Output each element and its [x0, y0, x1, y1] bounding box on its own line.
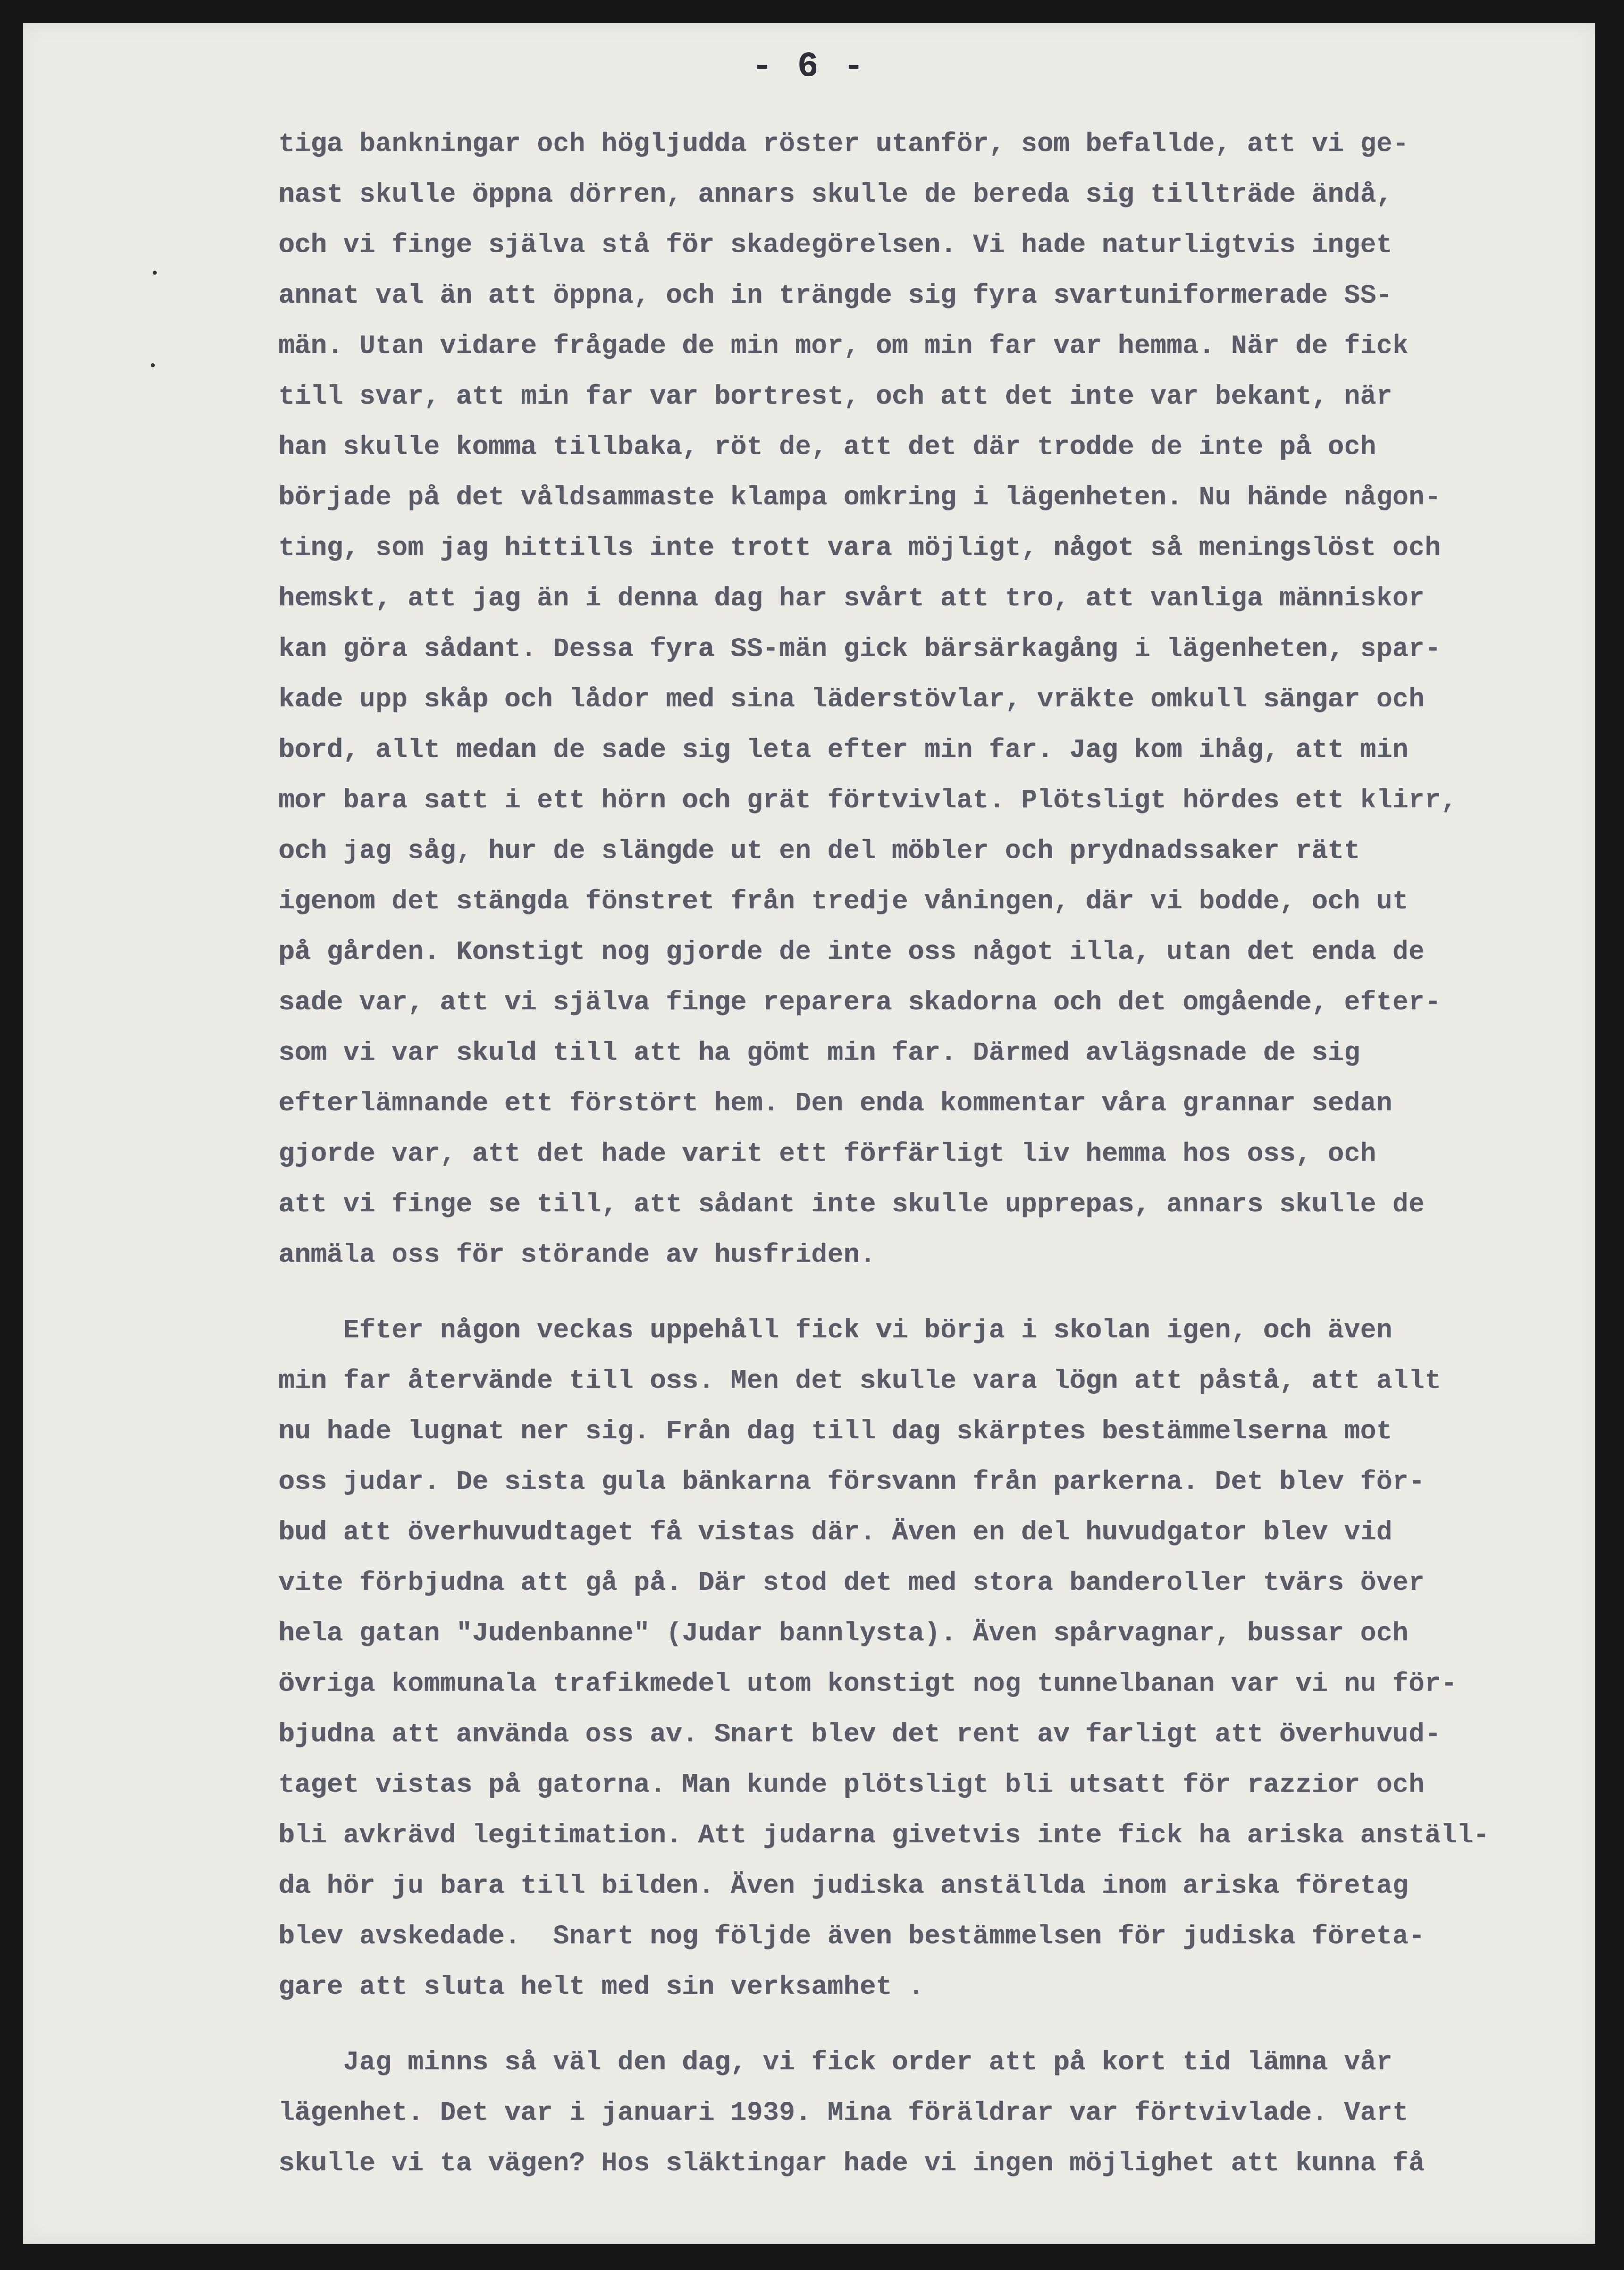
text-line: annat val än att öppna, och in trängde sig fyra svartuniformerade SS- — [278, 281, 1393, 311]
text-line: Jag minns så väl den dag, vi fick order att på kort tid lämna vår — [278, 2048, 1393, 2078]
text-line: och vi finge själva stå för skadegörelsen. Vi hade naturligtvis inget — [278, 230, 1393, 261]
document-page — [23, 23, 1595, 2244]
text-line: nast skulle öppna dörren, annars skulle de bereda sig tillträde ändå, — [278, 180, 1393, 210]
margin-dot-mark — [153, 271, 157, 275]
text-line: han skulle komma tillbaka, röt de, att det där trodde de inte på och — [278, 432, 1376, 462]
text-line: efterlämnande ett förstört hem. Den enda kommentar våra grannar sedan — [278, 1089, 1393, 1119]
text-line: bud att överhuvudtaget få vistas där. Även en del huvudgator blev vid — [278, 1518, 1393, 1548]
text-line: igenom det stängda fönstret från tredje våningen, där vi bodde, och ut — [278, 887, 1409, 917]
paragraph-gap — [278, 1281, 1515, 1306]
text-line: tiga bankningar och högljudda röster utanför, som befallde, att vi ge- — [278, 129, 1409, 160]
text-line: oss judar. De sista gula bänkarna försvann från parkerna. Det blev för- — [278, 1467, 1425, 1497]
text-line: bli avkrävd legitimation. Att judarna givetvis inte fick ha ariska anställ- — [278, 1821, 1489, 1851]
text-line: hemskt, att jag än i denna dag har svårt att tro, att vanliga människor — [278, 584, 1425, 614]
text-line: bjudna att använda oss av. Snart blev det rent av farligt att överhuvud- — [278, 1720, 1441, 1750]
text-line: ting, som jag hittills inte trott vara möjligt, något så meningslöst och — [278, 533, 1441, 563]
text-line: gjorde var, att det hade varit ett förfärligt liv hemma hos oss, och — [278, 1139, 1376, 1169]
margin-dot-mark — [151, 363, 155, 367]
text-line: vite förbjudna att gå på. Där stod det med stora banderoller tvärs över — [278, 1568, 1425, 1598]
text-line: gare att sluta helt med sin verksamhet . — [278, 1972, 925, 2002]
text-line: kade upp skåp och lådor med sina läderstövlar, vräkte omkull sängar och — [278, 685, 1425, 715]
text-line: da hör ju bara till bilden. Även judiska anställda inom ariska företag — [278, 1871, 1409, 1901]
text-line: skulle vi ta vägen? Hos släktingar hade vi ingen möjlighet att kunna få — [278, 2149, 1425, 2179]
text-line: hela gatan "Judenbanne" (Judar bannlysta). Även spårvagnar, bussar och — [278, 1619, 1409, 1649]
text-line: som vi var skuld till att ha gömt min far. Därmed avlägsnade de sig — [278, 1038, 1360, 1068]
paragraph-3 — [278, 2038, 1515, 2189]
text-line: att vi finge se till, att sådant inte skulle upprepas, annars skulle de — [278, 1190, 1425, 1220]
text-line: bord, allt medan de sade sig leta efter min far. Jag kom ihåg, att min — [278, 735, 1409, 765]
text-line: blev avskedade. Snart nog följde även bestämmelsen för judiska företa- — [278, 1922, 1425, 1952]
document-body — [278, 119, 1515, 2189]
text-line: mor bara satt i ett hörn och grät förtvivlat. Plötsligt hördes ett klirr, — [278, 786, 1457, 816]
text-line: män. Utan vidare frågade de min mor, om min far var hemma. När de fick — [278, 331, 1409, 362]
page-number: - 6 - — [751, 47, 867, 87]
text-line: började på det våldsammaste klampa omkring i lägenheten. Nu hände någon- — [278, 483, 1441, 513]
text-line: taget vistas på gatorna. Man kunde plötsligt bli utsatt för razzior och — [278, 1770, 1425, 1800]
text-line: nu hade lugnat ner sig. Från dag till dag skärptes bestämmelserna mot — [278, 1417, 1393, 1447]
paragraph-1 — [278, 119, 1515, 1281]
text-line: till svar, att min far var bortrest, och att det inte var bekant, när — [278, 382, 1393, 412]
text-line: på gården. Konstigt nog gjorde de inte oss något illa, utan det enda de — [278, 937, 1425, 967]
paragraph-2 — [278, 1306, 1515, 2013]
text-line: Efter någon veckas uppehåll fick vi börja i skolan igen, och även — [278, 1316, 1393, 1346]
text-line: och jag såg, hur de slängde ut en del möbler och prydnadssaker rätt — [278, 836, 1360, 866]
text-line: anmäla oss för störande av husfriden. — [278, 1240, 876, 1270]
text-line: min far återvände till oss. Men det skulle vara lögn att påstå, att allt — [278, 1366, 1441, 1396]
text-line: sade var, att vi själva finge reparera skadorna och det omgående, efter- — [278, 988, 1441, 1018]
text-line: kan göra sådant. Dessa fyra SS-män gick bärsärkagång i lägenheten, spar- — [278, 634, 1441, 664]
paragraph-gap — [278, 2013, 1515, 2038]
text-line: lägenhet. Det var i januari 1939. Mina föräldrar var förtvivlade. Vart — [278, 2098, 1409, 2128]
text-line: övriga kommunala trafikmedel utom konstigt nog tunnelbanan var vi nu för- — [278, 1669, 1457, 1699]
